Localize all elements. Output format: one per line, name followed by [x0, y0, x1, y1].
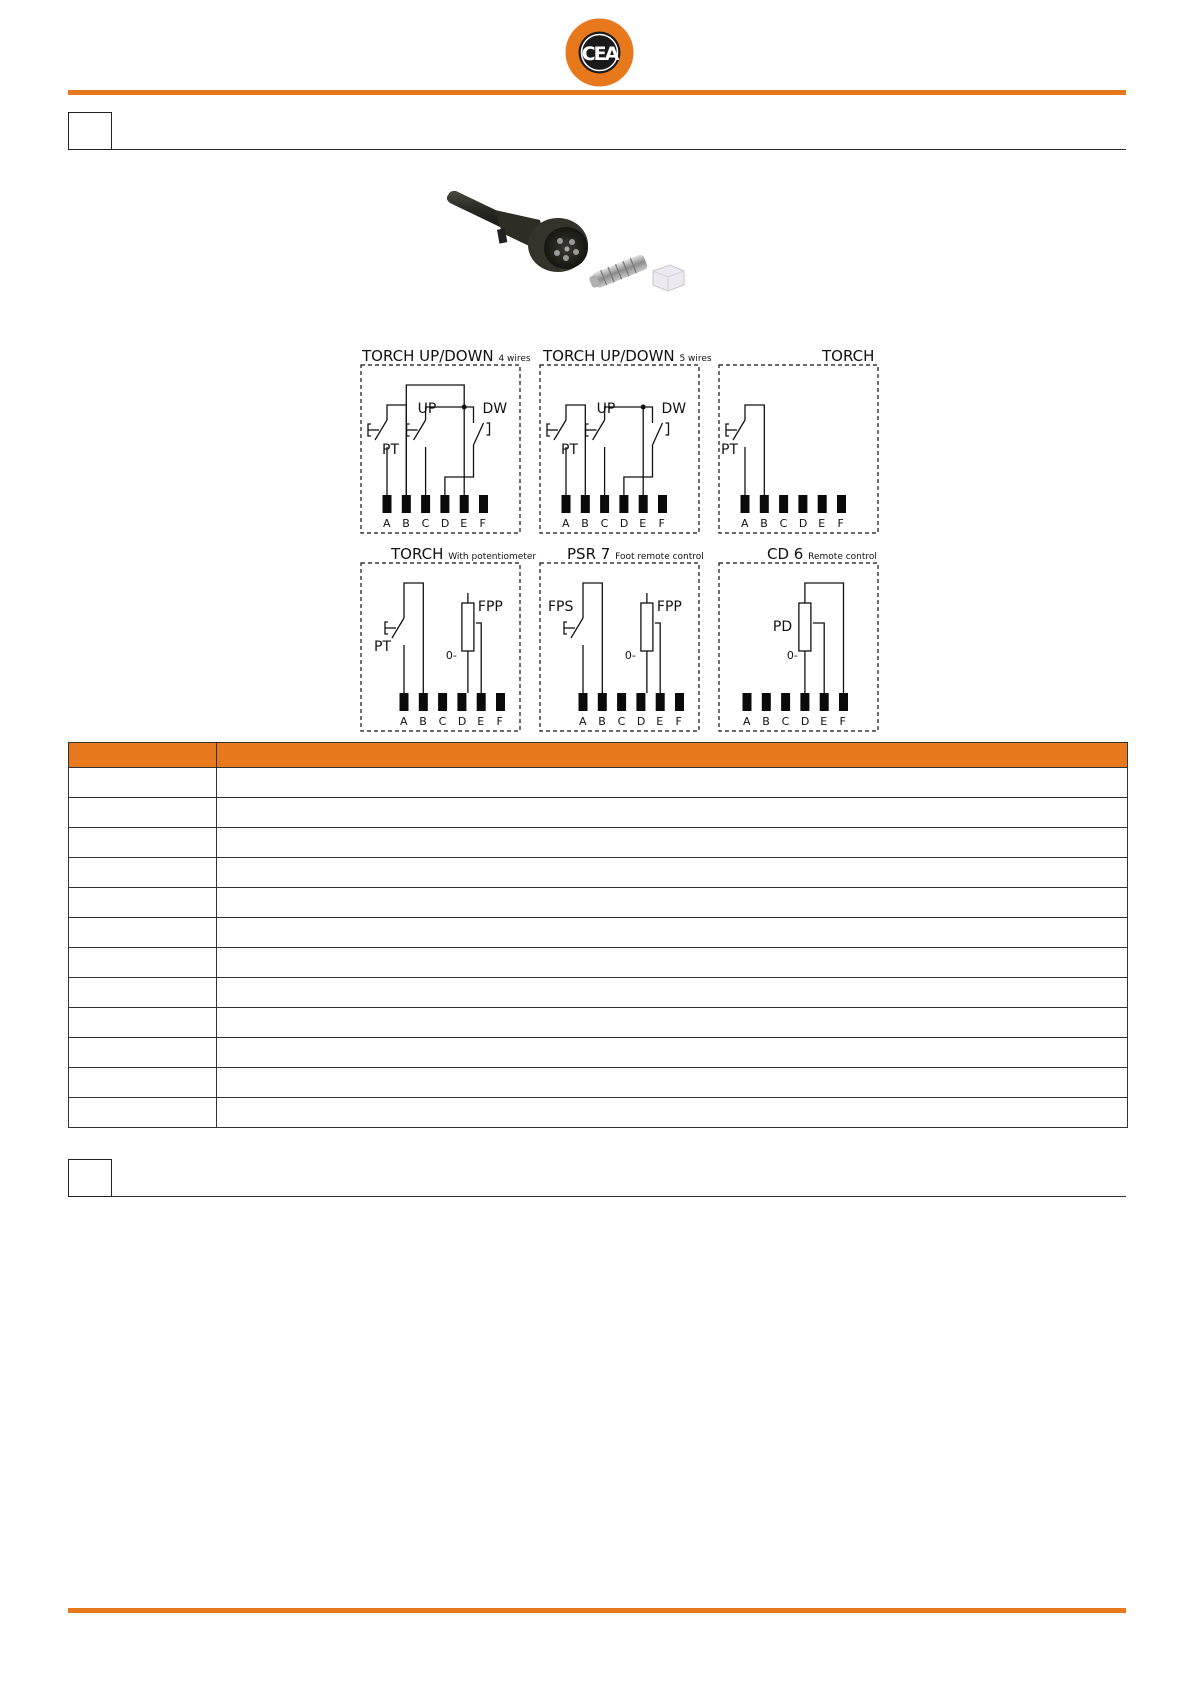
table-row	[69, 858, 1128, 888]
diagram-1-title: TORCH UP/DOWN	[362, 347, 494, 365]
connector-pin	[383, 495, 392, 513]
section-header	[68, 1159, 1126, 1201]
diagram-5-title: PSR 7	[567, 545, 611, 563]
pin-label: C	[421, 517, 430, 530]
logo-text: CEA	[581, 43, 618, 65]
pin-label: E	[460, 517, 468, 530]
table-cell	[217, 1008, 1128, 1038]
table-row	[69, 1068, 1128, 1098]
diagram-4-title: TORCH	[391, 545, 444, 563]
connector-pin	[496, 693, 505, 711]
connector-pin	[460, 495, 469, 513]
pin-label: A	[741, 517, 749, 530]
wiper-wire	[813, 623, 824, 693]
label-dw: DW	[661, 401, 687, 417]
connector-pin	[579, 693, 588, 711]
connector-pin	[639, 495, 648, 513]
pin-label: F	[675, 715, 682, 728]
section-number-box	[68, 1159, 112, 1197]
table-row	[69, 1008, 1128, 1038]
connector-pin	[839, 693, 848, 711]
label-fpp: FPP	[656, 599, 682, 615]
connector-pin	[400, 693, 409, 711]
table-header-cell	[217, 743, 1128, 768]
pin-label: D	[440, 517, 450, 530]
table-cell	[69, 1008, 217, 1038]
label-dw: DW	[482, 401, 508, 417]
connector-pin	[675, 693, 684, 711]
diagram-2-subtitle: 5 wires	[679, 354, 712, 364]
table-cell	[217, 1098, 1128, 1128]
pin-label: B	[581, 517, 589, 530]
table-row	[69, 978, 1128, 1008]
pin-label: D	[636, 715, 646, 728]
table-row	[69, 828, 1128, 858]
pin-label: D	[619, 517, 629, 530]
label-zero: 0-	[445, 649, 457, 662]
table-cell	[69, 858, 217, 888]
pin-label: F	[479, 517, 486, 530]
label-pt: PT	[382, 442, 399, 458]
wire	[445, 445, 474, 495]
diagram-2-title: TORCH UP/DOWN	[543, 347, 675, 365]
diagram-5-subtitle: Foot remote control	[615, 552, 704, 562]
pin-label: A	[743, 715, 751, 728]
table-header-row	[69, 743, 1128, 768]
table-cell	[217, 858, 1128, 888]
table-cell	[217, 888, 1128, 918]
switch-bracket	[666, 423, 669, 435]
table-cell	[69, 798, 217, 828]
table-header-cell	[69, 743, 217, 768]
diagram-6-subtitle: Remote control	[808, 552, 877, 562]
connector-pin	[421, 495, 430, 513]
connector-pin	[457, 693, 466, 711]
pin-label: C	[781, 715, 790, 728]
connector-pin	[581, 495, 590, 513]
label-zero: 0-	[624, 649, 636, 662]
connector-pin	[820, 693, 829, 711]
connector-pin	[402, 495, 411, 513]
connector-pin	[800, 693, 809, 711]
connector-pin	[477, 693, 486, 711]
wiper-wire	[655, 623, 660, 693]
diagram-3-title: TORCH	[822, 347, 875, 365]
table-row	[69, 1098, 1128, 1128]
pin-label: E	[818, 517, 826, 530]
wire	[624, 445, 653, 495]
pin-label: E	[477, 715, 485, 728]
pin-label: C	[438, 715, 447, 728]
table-cell	[69, 918, 217, 948]
label-fps: FPS	[548, 599, 574, 615]
connector-pin	[762, 693, 771, 711]
table-cell	[217, 1068, 1128, 1098]
pin-label: D	[800, 715, 810, 728]
pin-label: E	[656, 715, 664, 728]
connector-pin	[479, 495, 488, 513]
table-cell	[217, 768, 1128, 798]
table-row	[69, 918, 1128, 948]
table-row	[69, 768, 1128, 798]
pin-label: C	[600, 517, 609, 530]
wire	[745, 405, 764, 495]
connector-pin	[781, 693, 790, 711]
pin-label: C	[617, 715, 626, 728]
pin-label: B	[598, 715, 606, 728]
footer-rule	[68, 1608, 1126, 1613]
connector-pin	[600, 495, 609, 513]
label-pt: PT	[721, 442, 738, 458]
table-row	[69, 798, 1128, 828]
pin-label: E	[639, 517, 647, 530]
potentiometer	[462, 603, 474, 651]
wire	[464, 407, 473, 423]
wire	[404, 583, 423, 693]
label-fpp: FPP	[477, 599, 503, 615]
table-cell	[69, 1038, 217, 1068]
connector-pin	[818, 495, 827, 513]
wire	[583, 583, 602, 693]
table-row	[69, 948, 1128, 978]
pin-label: F	[839, 715, 846, 728]
pin-label: B	[762, 715, 770, 728]
connector-pin	[656, 693, 665, 711]
pin-label: C	[779, 517, 788, 530]
diagram-1-subtitle: 4 wires	[498, 354, 531, 364]
connector-pin	[760, 495, 769, 513]
connector-pin	[743, 693, 752, 711]
pin-label: A	[383, 517, 391, 530]
table-cell	[217, 1038, 1128, 1068]
diagram-6-title: CD 6	[767, 545, 804, 563]
table-cell	[217, 918, 1128, 948]
connector-pin	[598, 693, 607, 711]
table-cell	[69, 948, 217, 978]
table-row	[69, 1038, 1128, 1068]
pin-label: A	[562, 517, 570, 530]
switch-bracket	[487, 423, 490, 435]
label-zero: 0-	[786, 649, 798, 662]
table-row	[69, 888, 1128, 918]
section-underline	[112, 1196, 1126, 1197]
label-pd: PD	[772, 619, 793, 635]
pin-label: A	[579, 715, 587, 728]
pin-label: F	[658, 517, 665, 530]
pin-label: D	[457, 715, 467, 728]
table-cell	[69, 768, 217, 798]
connector-pin	[619, 495, 628, 513]
pin-label: F	[496, 715, 503, 728]
connector-pin	[837, 495, 846, 513]
wiper-wire	[476, 623, 481, 693]
label-up: UP	[417, 401, 437, 417]
connector-pin	[741, 495, 750, 513]
table-cell	[69, 1098, 217, 1128]
connector-pin	[438, 693, 447, 711]
label-pt: PT	[561, 442, 578, 458]
connector-pin	[562, 495, 571, 513]
diagram-4-subtitle: With potentiometer	[448, 552, 537, 562]
table-cell	[217, 828, 1128, 858]
pin-label: A	[400, 715, 408, 728]
pin-label: F	[837, 517, 844, 530]
connector-pin	[798, 495, 807, 513]
connector-pin	[617, 693, 626, 711]
connector-pin	[658, 495, 667, 513]
potentiometer	[641, 603, 653, 651]
table-cell	[69, 978, 217, 1008]
label-up: UP	[596, 401, 616, 417]
table-cell	[217, 978, 1128, 1008]
table-cell	[69, 888, 217, 918]
table-cell	[69, 1068, 217, 1098]
potentiometer	[799, 603, 811, 651]
table-cell	[217, 948, 1128, 978]
dw-switch	[474, 423, 484, 445]
dw-switch	[653, 423, 663, 445]
table-cell	[217, 798, 1128, 828]
wiring-diagrams	[0, 0, 1191, 760]
wire	[643, 407, 652, 423]
table-cell	[69, 828, 217, 858]
pin-label: E	[820, 715, 828, 728]
pin-label: D	[798, 517, 808, 530]
spec-table	[68, 742, 1128, 1128]
connector-pin	[636, 693, 645, 711]
pin-label: B	[402, 517, 410, 530]
pin-label: B	[760, 517, 768, 530]
pin-label: B	[419, 715, 427, 728]
connector-pin	[440, 495, 449, 513]
connector-pin	[419, 693, 428, 711]
connector-pin	[779, 495, 788, 513]
label-pt: PT	[374, 639, 391, 655]
